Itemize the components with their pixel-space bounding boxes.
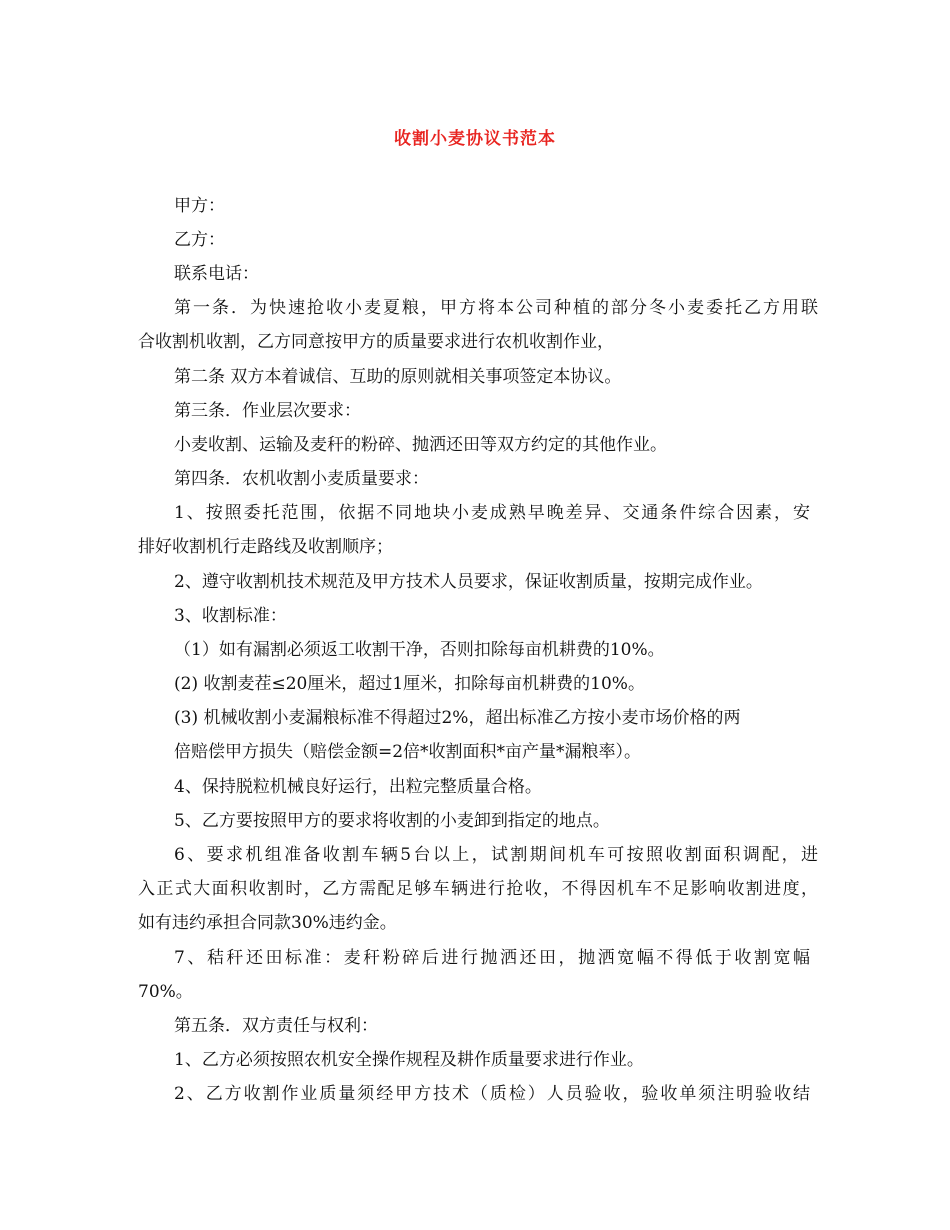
article-4-item-3-sub-2: (2) 收割麦茬≤20厘米，超过1厘米，扣除每亩机耕费的10%。: [174, 674, 645, 694]
article-4-item-3-sub-1: （1）如有漏割必须返工收割干净，否则扣除每亩机耕费的10%。: [174, 640, 665, 660]
article-4-item-7-line-2: 70%。: [138, 982, 193, 1002]
article-4-item-3-heading: 3、收割标准：: [174, 606, 287, 626]
article-4-heading: 第四条．农机收割小麦质量要求：: [174, 469, 429, 489]
article-4-item-7-line-1: 7、秸秆还田标准：麦秆粉碎后进行抛洒还田，抛洒宽幅不得低于收割宽幅: [174, 948, 810, 968]
article-2: 第二条 双方本着诚信、互助的原则就相关事项签定本协议。: [174, 367, 622, 387]
article-4-item-5: 5、乙方要按照甲方的要求将收割的小麦卸到指定的地点。: [174, 811, 610, 831]
article-4-item-1-line-1: 1、按照委托范围，依据不同地块小麦成熟早晚差异、交通条件综合因素，安: [174, 503, 810, 523]
article-4-item-6-line-3: 如有违约承担合同款30%违约金。: [138, 913, 397, 933]
party-a-line: 甲方：: [174, 196, 225, 216]
article-5-item-1: 1、乙方必须按照农机安全操作规程及耕作质量要求进行作业。: [174, 1050, 644, 1070]
article-3-body: 小麦收割、运输及麦秆的粉碎、抛洒还田等双方约定的其他作业。: [174, 435, 667, 455]
article-5-heading: 第五条．双方责任与权利：: [174, 1016, 378, 1036]
article-4-item-6-line-2: 入正式大面积收割时，乙方需配足够车辆进行抢收，不得因机车不足影响收割进度，: [138, 879, 818, 899]
article-1-line-1: 第一条．为快速抢收小麦夏粮，甲方将本公司种植的部分冬小麦委托乙方用联: [174, 298, 818, 318]
article-5-item-2: 2、乙方收割作业质量须经甲方技术（质检）人员验收，验收单须注明验收结: [174, 1084, 810, 1104]
article-4-item-6-line-1: 6、要求机组准备收割车辆5台以上，试割期间机车可按照收割面积调配，进: [174, 845, 818, 865]
article-4-item-4: 4、保持脱粒机械良好运行，出粒完整质量合格。: [174, 777, 542, 797]
party-b-line: 乙方：: [174, 230, 225, 250]
article-4-item-1-line-2: 排好收割机行走路线及收割顺序；: [138, 537, 393, 557]
article-4-item-3-sub-3-line-1: (3) 机械收割小麦漏粮标准不得超过2%，超出标准乙方按小麦市场价格的两: [174, 708, 741, 728]
article-3-heading: 第三条．作业层次要求：: [174, 401, 361, 421]
document-title: 收割小麦协议书范本: [394, 129, 556, 149]
article-1-line-2: 合收割机收割，乙方同意按甲方的质量要求进行农机收割作业，: [138, 332, 614, 352]
contact-phone-line: 联系电话：: [174, 264, 259, 284]
article-4-item-2: 2、遵守收割机技术规范及甲方技术人员要求，保证收割质量，按期完成作业。: [174, 572, 763, 592]
article-4-item-3-sub-3-line-2: 倍赔偿甲方损失（赔偿金额=2倍*收割面积*亩产量*漏粮率）。: [174, 742, 642, 762]
